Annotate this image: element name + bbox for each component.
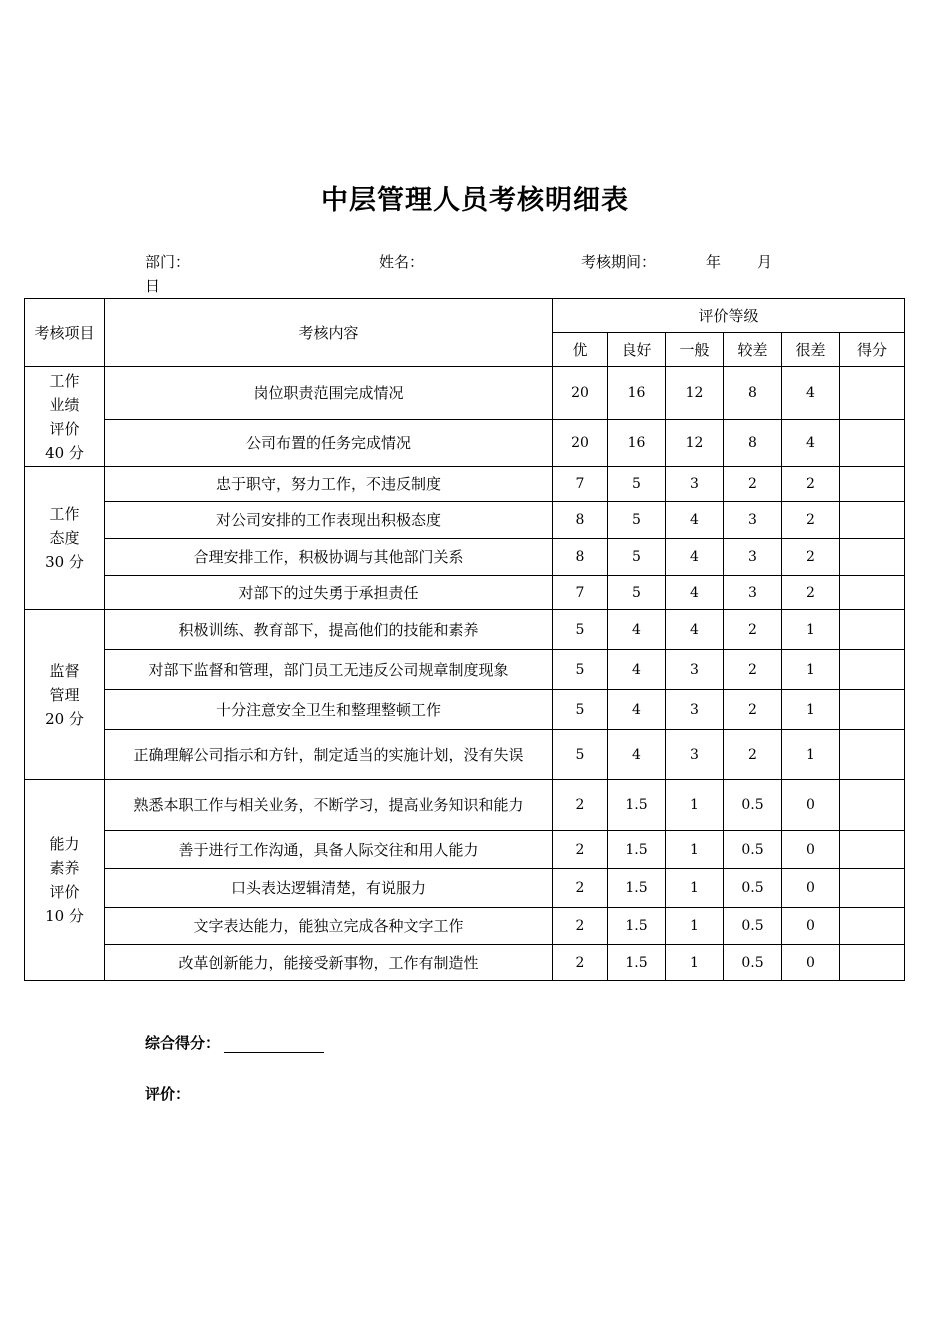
score-cell: 1	[666, 908, 724, 945]
score-cell: 5	[608, 502, 666, 539]
category-label-line: 评价	[49, 419, 80, 438]
score-cell: 4	[608, 730, 666, 780]
content-cell: 熟悉本职工作与相关业务，不断学习，提高业务知识和能力	[105, 780, 553, 831]
score-cell: 3	[666, 467, 724, 502]
score-cell: 5	[553, 610, 608, 650]
score-cell: 5	[608, 467, 666, 502]
score-cell: 12	[666, 420, 724, 467]
score-cell: 16	[608, 420, 666, 467]
content-cell: 对部下的过失勇于承担责任	[105, 576, 553, 610]
score-cell: 12	[666, 367, 724, 420]
table-row	[25, 780, 905, 831]
table-row	[25, 467, 905, 502]
total-score-blank	[224, 1036, 324, 1053]
category-label-line: 素养	[49, 859, 80, 877]
score-cell: 4	[666, 610, 724, 650]
score-cell: 1	[782, 650, 840, 690]
content-cell: 口头表达逻辑清楚，有说服力	[105, 869, 553, 908]
header-grade-cell: 评价等级	[553, 299, 905, 333]
score-cell: 0.5	[724, 831, 782, 869]
score-input-cell[interactable]	[840, 467, 905, 502]
header-level-cell: 良好	[608, 333, 666, 367]
score-input-cell[interactable]	[840, 869, 905, 908]
score-cell: 1	[666, 831, 724, 869]
table-row	[25, 650, 905, 690]
score-cell: 2	[553, 945, 608, 981]
period-label: 考核期间：	[581, 253, 657, 271]
category-cell	[25, 467, 105, 610]
table-row	[25, 690, 905, 730]
table-row	[25, 539, 905, 576]
score-cell: 5	[553, 690, 608, 730]
score-cell: 4	[782, 420, 840, 467]
score-input-cell[interactable]	[840, 650, 905, 690]
score-cell: 2	[782, 576, 840, 610]
score-cell: 2	[782, 539, 840, 576]
score-input-cell[interactable]	[840, 690, 905, 730]
score-cell: 0.5	[724, 945, 782, 981]
table-row	[25, 610, 905, 650]
score-cell: 1.5	[608, 831, 666, 869]
score-cell: 3	[724, 539, 782, 576]
category-label-line: 20 分	[45, 709, 84, 728]
score-cell: 4	[608, 610, 666, 650]
score-cell: 2	[724, 690, 782, 730]
content-cell: 合理安排工作，积极协调与其他部门关系	[105, 539, 553, 576]
score-cell: 7	[553, 467, 608, 502]
score-cell: 4	[666, 539, 724, 576]
day-label: 日	[145, 277, 161, 295]
content-cell: 对部下监督和管理，部门员工无违反公司规章制度现象	[105, 650, 553, 690]
score-cell: 1.5	[608, 945, 666, 981]
score-cell: 7	[553, 576, 608, 610]
score-cell: 0	[782, 908, 840, 945]
table-row	[25, 945, 905, 981]
content-cell: 正确理解公司指示和方针，制定适当的实施计划，没有失误	[105, 730, 553, 780]
category-label-line: 监督	[49, 661, 80, 680]
score-cell: 3	[666, 650, 724, 690]
table-row	[25, 730, 905, 780]
score-cell: 1	[782, 730, 840, 780]
score-cell: 5	[608, 576, 666, 610]
score-input-cell[interactable]	[840, 730, 905, 780]
score-cell: 2	[724, 467, 782, 502]
score-cell: 4	[608, 690, 666, 730]
score-cell: 16	[608, 367, 666, 420]
table-row	[25, 831, 905, 869]
score-input-cell[interactable]	[840, 831, 905, 869]
month-label: 月	[757, 253, 773, 271]
score-cell: 4	[782, 367, 840, 420]
total-score-label: 综合得分：	[145, 1034, 221, 1052]
score-cell: 8	[724, 367, 782, 420]
score-cell: 2	[724, 650, 782, 690]
content-cell: 文字表达能力，能独立完成各种文字工作	[105, 908, 553, 945]
score-cell: 2	[724, 610, 782, 650]
score-cell: 8	[553, 502, 608, 539]
header-row	[25, 299, 905, 333]
score-cell: 2	[553, 831, 608, 869]
category-label-line: 工作	[49, 371, 80, 390]
category-label-line: 评价	[49, 883, 80, 901]
content-cell: 对公司安排的工作表现出积极态度	[105, 502, 553, 539]
score-cell: 0	[782, 945, 840, 981]
score-cell: 4	[666, 502, 724, 539]
category-label-line: 10 分	[45, 907, 84, 925]
content-cell: 善于进行工作沟通，具备人际交往和用人能力	[105, 831, 553, 869]
page-title: 中层管理人员考核明细表	[321, 185, 629, 216]
comment-label: 评价：	[145, 1085, 191, 1103]
evaluation-table	[24, 298, 905, 981]
table-row	[25, 420, 905, 467]
score-input-cell[interactable]	[840, 576, 905, 610]
score-cell: 3	[724, 502, 782, 539]
score-cell: 3	[666, 730, 724, 780]
total-score-line	[145, 1032, 324, 1053]
header-level-cell: 较差	[724, 333, 782, 367]
header-level-cell: 很差	[782, 333, 840, 367]
score-input-cell[interactable]	[840, 367, 905, 420]
score-input-cell[interactable]	[840, 610, 905, 650]
score-cell: 2	[553, 908, 608, 945]
name-label: 姓名：	[379, 253, 425, 271]
score-cell: 4	[666, 576, 724, 610]
score-cell: 8	[553, 539, 608, 576]
score-cell: 1	[666, 780, 724, 831]
score-cell: 1	[666, 945, 724, 981]
score-cell: 0.5	[724, 908, 782, 945]
table-row	[25, 908, 905, 945]
score-cell: 3	[666, 690, 724, 730]
content-cell: 积极训练、教育部下，提高他们的技能和素养	[105, 610, 553, 650]
table-row	[25, 869, 905, 908]
category-label-line: 30 分	[45, 553, 84, 571]
category-label-line: 业绩	[49, 395, 80, 414]
score-cell: 2	[553, 869, 608, 908]
table-row	[25, 502, 905, 539]
score-cell: 5	[608, 539, 666, 576]
score-cell: 0	[782, 831, 840, 869]
score-input-cell[interactable]	[840, 420, 905, 467]
score-cell: 4	[608, 650, 666, 690]
score-cell: 1	[782, 610, 840, 650]
score-cell: 0	[782, 780, 840, 831]
score-input-cell[interactable]	[840, 780, 905, 831]
score-cell: 1.5	[608, 780, 666, 831]
score-cell: 8	[724, 420, 782, 467]
score-cell: 20	[553, 420, 608, 467]
score-cell: 1	[666, 869, 724, 908]
content-cell: 十分注意安全卫生和整理整顿工作	[105, 690, 553, 730]
score-input-cell[interactable]	[840, 539, 905, 576]
category-label-line: 能力	[49, 835, 80, 853]
score-cell: 5	[553, 730, 608, 780]
header-content-cell: 考核内容	[105, 299, 553, 367]
content-cell: 忠于职守，努力工作，不违反制度	[105, 467, 553, 502]
score-cell: 0.5	[724, 869, 782, 908]
header-level-cell: 一般	[666, 333, 724, 367]
category-label-line: 管理	[49, 685, 80, 704]
score-cell: 20	[553, 367, 608, 420]
header-level-cell: 优	[553, 333, 608, 367]
score-cell: 2	[782, 502, 840, 539]
score-input-cell[interactable]	[840, 908, 905, 945]
score-cell: 5	[553, 650, 608, 690]
score-cell: 1	[782, 690, 840, 730]
content-cell: 公司布置的任务完成情况	[105, 420, 553, 467]
table-row	[25, 367, 905, 420]
score-cell: 2	[553, 780, 608, 831]
category-cell	[25, 780, 105, 981]
content-cell: 岗位职责范围完成情况	[105, 367, 553, 420]
category-cell	[25, 367, 105, 467]
category-label-line: 40 分	[45, 443, 84, 462]
score-cell: 1.5	[608, 908, 666, 945]
header-level-cell: 得分	[840, 333, 905, 367]
score-cell: 3	[724, 576, 782, 610]
header-item-cell: 考核项目	[25, 299, 105, 367]
content-cell: 改革创新能力，能接受新事物，工作有制造性	[105, 945, 553, 981]
year-label: 年	[706, 253, 722, 271]
score-input-cell[interactable]	[840, 502, 905, 539]
score-cell: 2	[782, 467, 840, 502]
category-label-line: 工作	[49, 505, 80, 523]
department-label: 部门：	[145, 253, 191, 271]
category-label-line: 态度	[49, 529, 80, 547]
score-cell: 2	[724, 730, 782, 780]
score-cell: 0.5	[724, 780, 782, 831]
table-row	[25, 576, 905, 610]
score-cell: 1.5	[608, 869, 666, 908]
score-cell: 0	[782, 869, 840, 908]
score-input-cell[interactable]	[840, 945, 905, 981]
category-cell	[25, 610, 105, 780]
